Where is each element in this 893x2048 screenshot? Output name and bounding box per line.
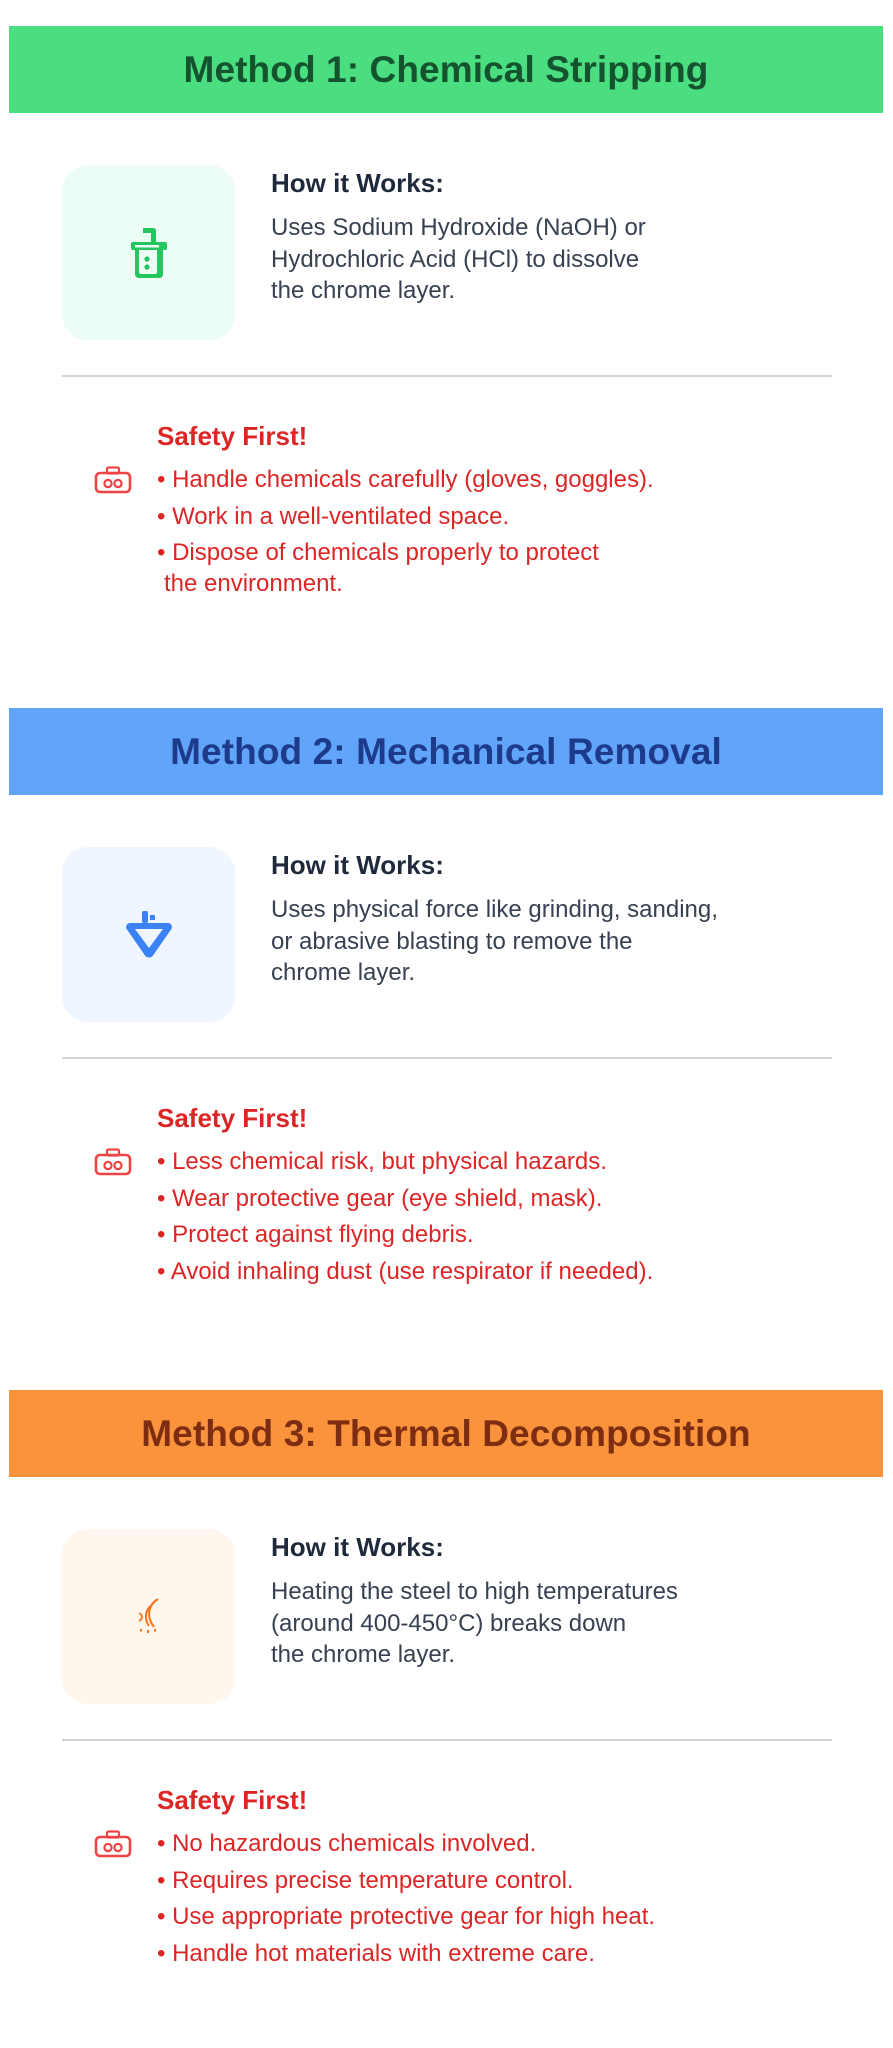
method-3-header xyxy=(9,1390,883,1477)
chemical-container-icon xyxy=(129,226,169,280)
how-it-works-heading: How it Works: xyxy=(271,168,444,198)
description-line: chrome layer. xyxy=(271,959,416,986)
how-it-works-heading: How it Works: xyxy=(271,1532,444,1562)
safety-item-line: • Dispose of chemicals properly to protect xyxy=(157,539,599,566)
safety-item: • Requires precise temperature control. xyxy=(157,1866,574,1894)
method-3-icon-box xyxy=(62,1529,235,1704)
description-line: Uses physical force like grinding, sanding, xyxy=(271,896,718,923)
safety-item: • Use appropriate protective gear for high heat. xyxy=(157,1903,656,1930)
safety-list xyxy=(157,1828,655,1974)
heat-flame-icon xyxy=(134,1597,164,1637)
safety-kit-icon xyxy=(94,1830,132,1858)
safety-item: • Wear protective gear (eye shield, mask). xyxy=(157,1184,603,1212)
safety-heading: Safety First! xyxy=(157,421,308,451)
description-line: or abrasive blasting to remove the xyxy=(271,927,633,955)
safety-item-continuation: the environment. xyxy=(164,570,343,597)
description-line: Heating the steel to high temperatures xyxy=(271,1578,678,1605)
method-1-header xyxy=(9,26,883,113)
safety-item xyxy=(157,537,654,599)
section-divider xyxy=(62,1057,832,1059)
safety-list xyxy=(157,464,654,599)
section-divider xyxy=(62,375,832,377)
how-it-works-description xyxy=(271,212,811,307)
description-line: the chrome layer. xyxy=(271,277,456,304)
safety-item: • Less chemical risk, but physical hazards. xyxy=(157,1148,607,1175)
how-it-works-description xyxy=(271,1576,811,1671)
grinder-icon xyxy=(124,909,174,961)
safety-kit-icon xyxy=(94,1148,132,1176)
method-2-header xyxy=(9,708,883,795)
safety-list xyxy=(157,1146,653,1292)
safety-item: • Avoid inhaling dust (use respirator if needed). xyxy=(157,1257,654,1285)
safety-heading: Safety First! xyxy=(157,1785,308,1815)
method-1-section xyxy=(0,26,893,708)
safety-item: • No hazardous chemicals involved. xyxy=(157,1830,537,1857)
method-2-title: Method 2: Mechanical Removal xyxy=(170,730,722,772)
how-it-works-description xyxy=(271,894,811,989)
safety-item: • Protect against flying debris. xyxy=(157,1221,474,1248)
description-line: the chrome layer. xyxy=(271,1641,456,1668)
method-1-title: Method 1: Chemical Stripping xyxy=(183,48,709,90)
safety-item: • Handle chemicals carefully (gloves, goggles). xyxy=(157,466,654,493)
safety-kit-icon xyxy=(94,466,132,494)
method-2-section xyxy=(0,708,893,1390)
method-1-icon-box xyxy=(62,165,235,340)
description-line: Hydrochloric Acid (HCl) to dissolve xyxy=(271,245,640,273)
method-2-icon-box xyxy=(62,847,235,1022)
safety-item: • Work in a well-ventilated space. xyxy=(157,502,510,530)
safety-heading: Safety First! xyxy=(157,1103,308,1133)
description-line: (around 400-450°C) breaks down xyxy=(271,1609,627,1637)
section-divider xyxy=(62,1739,832,1741)
how-it-works-heading: How it Works: xyxy=(271,850,444,880)
method-3-title: Method 3: Thermal Decomposition xyxy=(141,1412,751,1454)
safety-item: • Handle hot materials with extreme care. xyxy=(157,1939,595,1967)
method-3-section xyxy=(0,1390,893,2048)
description-line: Uses Sodium Hydroxide (NaOH) or xyxy=(271,214,646,241)
